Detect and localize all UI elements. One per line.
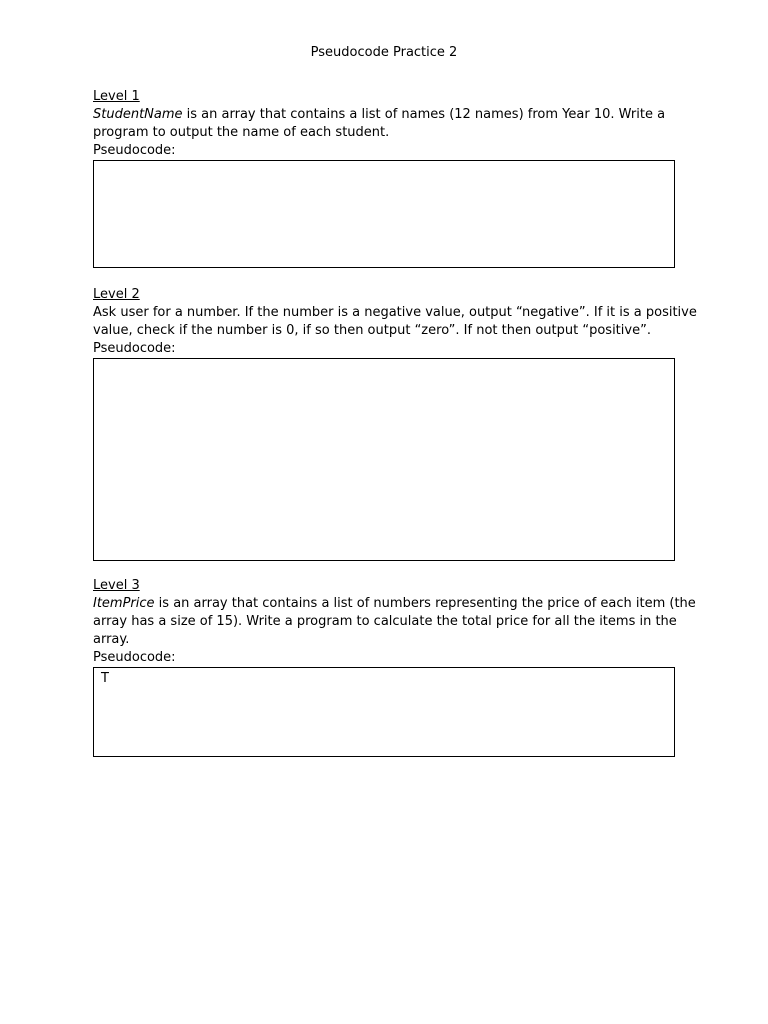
question-line (93, 595, 696, 613)
question-text: is an array that contains a list of numbers representing the price of each item (the (154, 596, 696, 611)
section-level-2 (93, 286, 697, 561)
pseudocode-answer-box[interactable]: T (93, 667, 675, 757)
question-text: array. (93, 632, 130, 647)
question-line (93, 322, 675, 340)
pseudocode-label: Pseudocode: (93, 650, 176, 665)
variable-name: ItemPrice (93, 596, 155, 611)
pseudocode-label: Pseudocode: (93, 341, 176, 356)
question-line (93, 106, 675, 124)
question-text: value, check if the number is 0, if so then output “zero”. If not then output “positive”. (93, 323, 651, 338)
variable-name: StudentName (93, 107, 183, 122)
question-line (93, 304, 697, 322)
question-line (93, 124, 675, 142)
pseudocode-answer-box[interactable] (93, 358, 675, 561)
pseudocode-answer-box[interactable] (93, 160, 675, 268)
level-heading: Level 2 (93, 287, 140, 302)
pseudocode-label: Pseudocode: (93, 143, 176, 158)
question-text: program to output the name of each student. (93, 125, 390, 140)
level-heading: Level 1 (93, 89, 140, 104)
question-line (93, 613, 675, 631)
question-text: is an array that contains a list of names (12 names) from Year 10. Write a (182, 107, 666, 122)
page-title: Pseudocode Practice 2 (310, 45, 458, 60)
section-level-1 (93, 88, 675, 268)
question-text: Ask user for a number. If the number is a negative value, output “negative”. If it is a positive (93, 305, 697, 320)
level-heading: Level 3 (93, 578, 140, 593)
question-text: array has a size of 15). Write a program to calculate the total price for all the items in the (93, 614, 677, 629)
section-level-3 (93, 577, 696, 757)
question-line (93, 631, 675, 649)
